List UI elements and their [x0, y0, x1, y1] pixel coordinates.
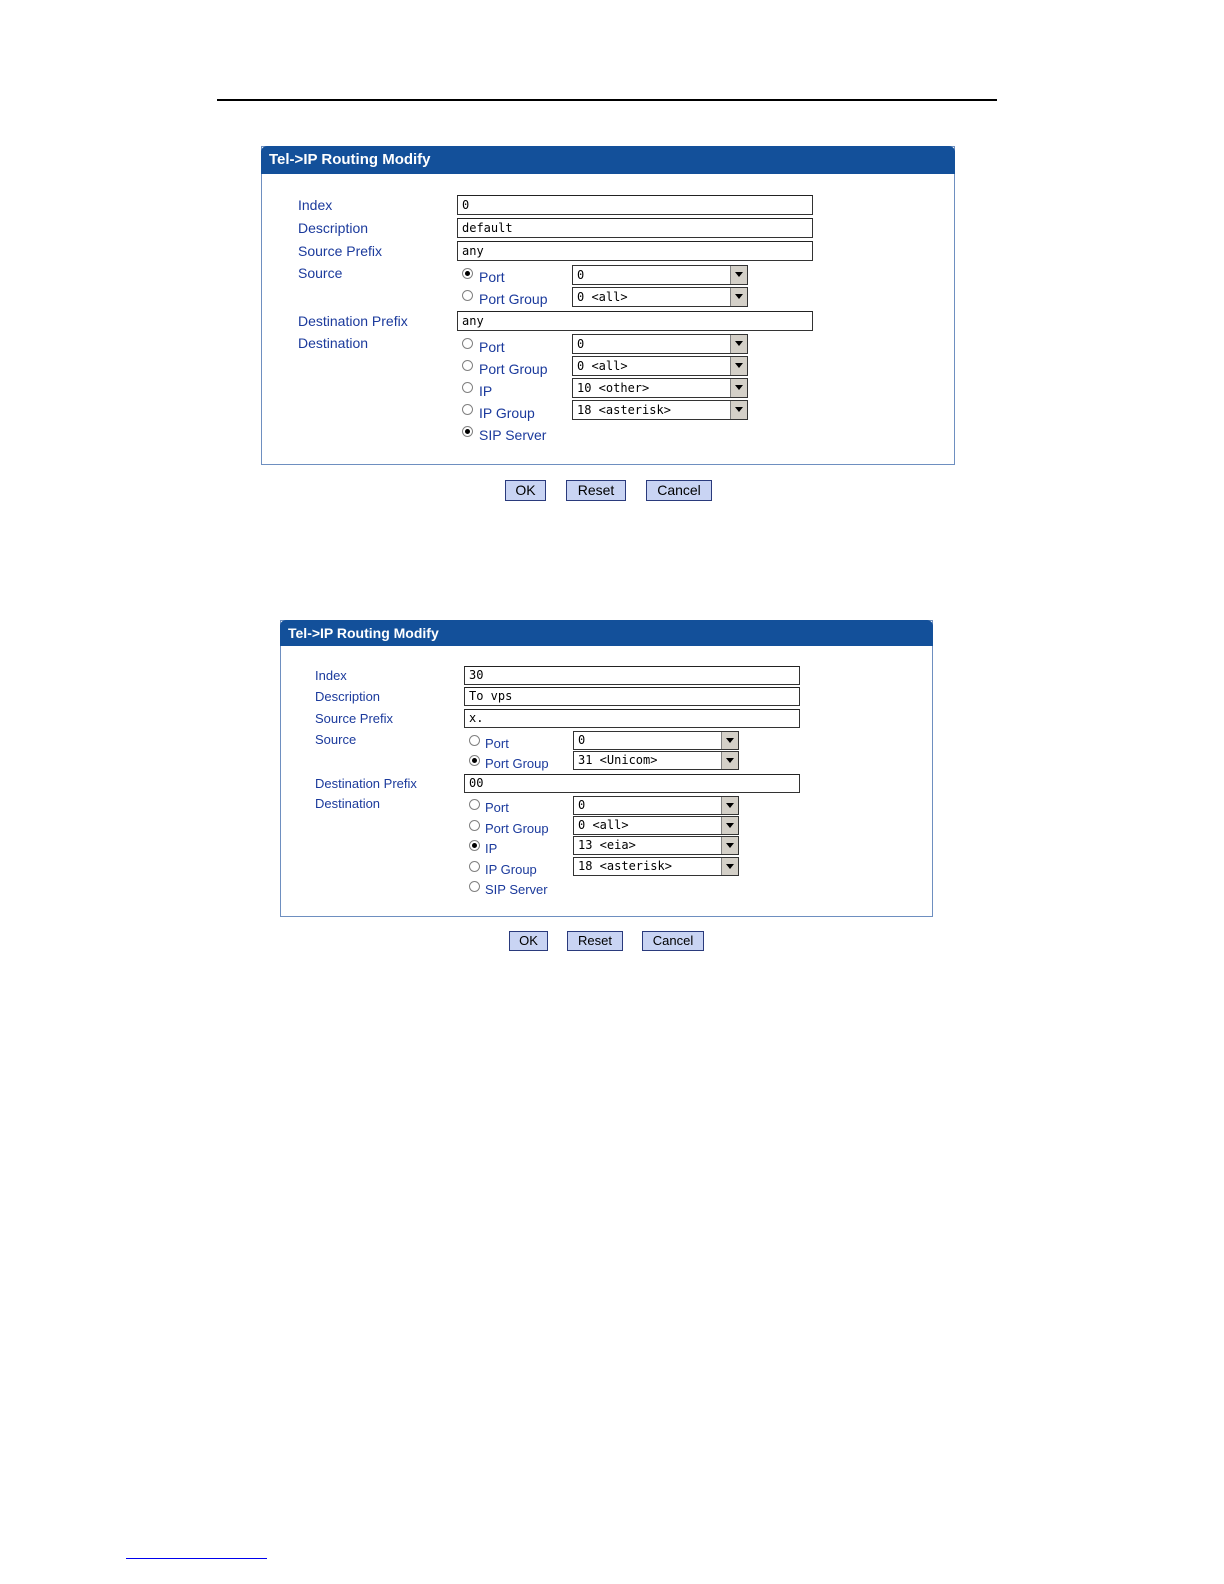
destination-sip-server-radio[interactable]: [469, 881, 480, 892]
destination-prefix-label: Destination Prefix: [315, 776, 417, 791]
destination-ip-label: IP: [485, 841, 498, 856]
destination-ip-group-select[interactable]: [572, 400, 748, 420]
destination-ip-group-select[interactable]: [573, 857, 739, 876]
destination-ip-radio[interactable]: [462, 382, 473, 393]
select-value: 0 <all>: [577, 359, 628, 373]
destination-prefix-field[interactable]: 00: [464, 774, 800, 793]
destination-port-select[interactable]: [572, 334, 748, 354]
destination-ip-group-label: IP Group: [485, 862, 537, 877]
source-port-select[interactable]: [572, 265, 748, 285]
source-port-group-label: Port Group: [479, 291, 548, 307]
destination-port-select[interactable]: [573, 796, 739, 815]
routing-modify-panel-1: [261, 146, 955, 465]
source-prefix-field[interactable]: x.: [464, 709, 800, 728]
destination-ip-group-radio[interactable]: [462, 404, 473, 415]
select-value: 0 <all>: [577, 290, 628, 304]
select-value: 13 <eia>: [578, 838, 636, 852]
destination-port-label: Port: [485, 800, 509, 815]
select-value: 31 <Unicom>: [578, 753, 658, 767]
destination-ip-select[interactable]: [572, 378, 748, 398]
destination-port-radio[interactable]: [462, 338, 473, 349]
source-port-select[interactable]: [573, 731, 739, 750]
panel-title: Tel->IP Routing Modify: [288, 625, 439, 641]
chevron-down-icon[interactable]: [730, 288, 747, 306]
select-value: 18 <asterisk>: [578, 859, 672, 873]
source-port-group-select[interactable]: [572, 287, 748, 307]
destination-ip-group-radio[interactable]: [469, 861, 480, 872]
description-field[interactable]: To vps: [464, 687, 800, 706]
panel-title-bar: [280, 620, 933, 646]
ok-button[interactable]: OK: [509, 931, 548, 951]
select-value: 0: [578, 733, 586, 747]
source-prefix-label: Source Prefix: [298, 243, 383, 259]
chevron-down-icon[interactable]: [721, 817, 738, 834]
chevron-down-icon[interactable]: [721, 837, 738, 854]
source-label: Source: [298, 265, 343, 281]
panel-title: Tel->IP Routing Modify: [269, 151, 431, 168]
select-value: 18 <asterisk>: [577, 403, 671, 417]
select-value: 0: [578, 798, 586, 812]
chevron-down-icon[interactable]: [730, 357, 747, 375]
source-port-label: Port: [485, 736, 509, 751]
description-field[interactable]: default: [457, 218, 813, 238]
destination-port-group-radio[interactable]: [462, 360, 473, 371]
source-prefix-field[interactable]: any: [457, 241, 813, 261]
ok-button[interactable]: OK: [505, 480, 546, 501]
select-value: 0: [577, 268, 585, 282]
chevron-down-icon[interactable]: [721, 752, 738, 769]
routing-modify-panel-2: [280, 620, 933, 917]
cancel-button[interactable]: Cancel: [642, 931, 704, 951]
source-port-label: Port: [479, 269, 505, 285]
index-label: Index: [315, 668, 347, 683]
index-field[interactable]: 0: [457, 195, 813, 215]
destination-port-label: Port: [479, 339, 505, 355]
destination-prefix-field[interactable]: any: [457, 311, 813, 331]
reset-button[interactable]: Reset: [567, 931, 623, 951]
select-value: 10 <other>: [577, 381, 650, 395]
select-value: 0: [577, 337, 585, 351]
description-label: Description: [298, 220, 369, 236]
chevron-down-icon[interactable]: [721, 797, 738, 814]
destination-sip-server-label: SIP Server: [485, 882, 548, 897]
chevron-down-icon[interactable]: [730, 266, 747, 284]
destination-ip-select[interactable]: [573, 836, 739, 855]
destination-port-group-label: Port Group: [479, 361, 548, 377]
source-prefix-label: Source Prefix: [315, 711, 394, 726]
chevron-down-icon[interactable]: [730, 335, 747, 353]
chevron-down-icon[interactable]: [730, 401, 747, 419]
destination-port-group-select[interactable]: [573, 816, 739, 835]
source-port-radio[interactable]: [462, 268, 473, 279]
destination-ip-label: IP: [479, 383, 493, 399]
source-port-group-select[interactable]: [573, 751, 739, 770]
chevron-down-icon[interactable]: [721, 732, 738, 749]
chevron-down-icon[interactable]: [721, 858, 738, 875]
destination-ip-group-label: IP Group: [479, 405, 535, 421]
destination-ip-radio[interactable]: [469, 840, 480, 851]
description-label: Description: [315, 689, 381, 704]
destination-port-radio[interactable]: [469, 799, 480, 810]
destination-port-group-select[interactable]: [572, 356, 748, 376]
source-port-group-radio[interactable]: [469, 755, 480, 766]
destination-port-group-label: Port Group: [485, 821, 549, 836]
source-label: Source: [315, 732, 357, 747]
select-value: 0 <all>: [578, 818, 629, 832]
chevron-down-icon[interactable]: [730, 379, 747, 397]
cancel-button[interactable]: Cancel: [646, 480, 712, 501]
destination-label: Destination: [315, 796, 381, 811]
destination-sip-server-radio[interactable]: [462, 426, 473, 437]
index-field[interactable]: 30: [464, 666, 800, 685]
panel-title-bar: [261, 146, 955, 174]
index-label: Index: [298, 197, 333, 213]
destination-label: Destination: [298, 335, 369, 351]
source-port-radio[interactable]: [469, 735, 480, 746]
reset-button[interactable]: Reset: [566, 480, 626, 501]
destination-prefix-label: Destination Prefix: [298, 313, 408, 329]
footer-link-underline: [126, 1558, 267, 1559]
destination-port-group-radio[interactable]: [469, 820, 480, 831]
page-header-rule: [217, 99, 997, 101]
source-port-group-radio[interactable]: [462, 290, 473, 301]
source-port-group-label: Port Group: [485, 756, 549, 771]
destination-sip-server-label: SIP Server: [479, 427, 547, 443]
